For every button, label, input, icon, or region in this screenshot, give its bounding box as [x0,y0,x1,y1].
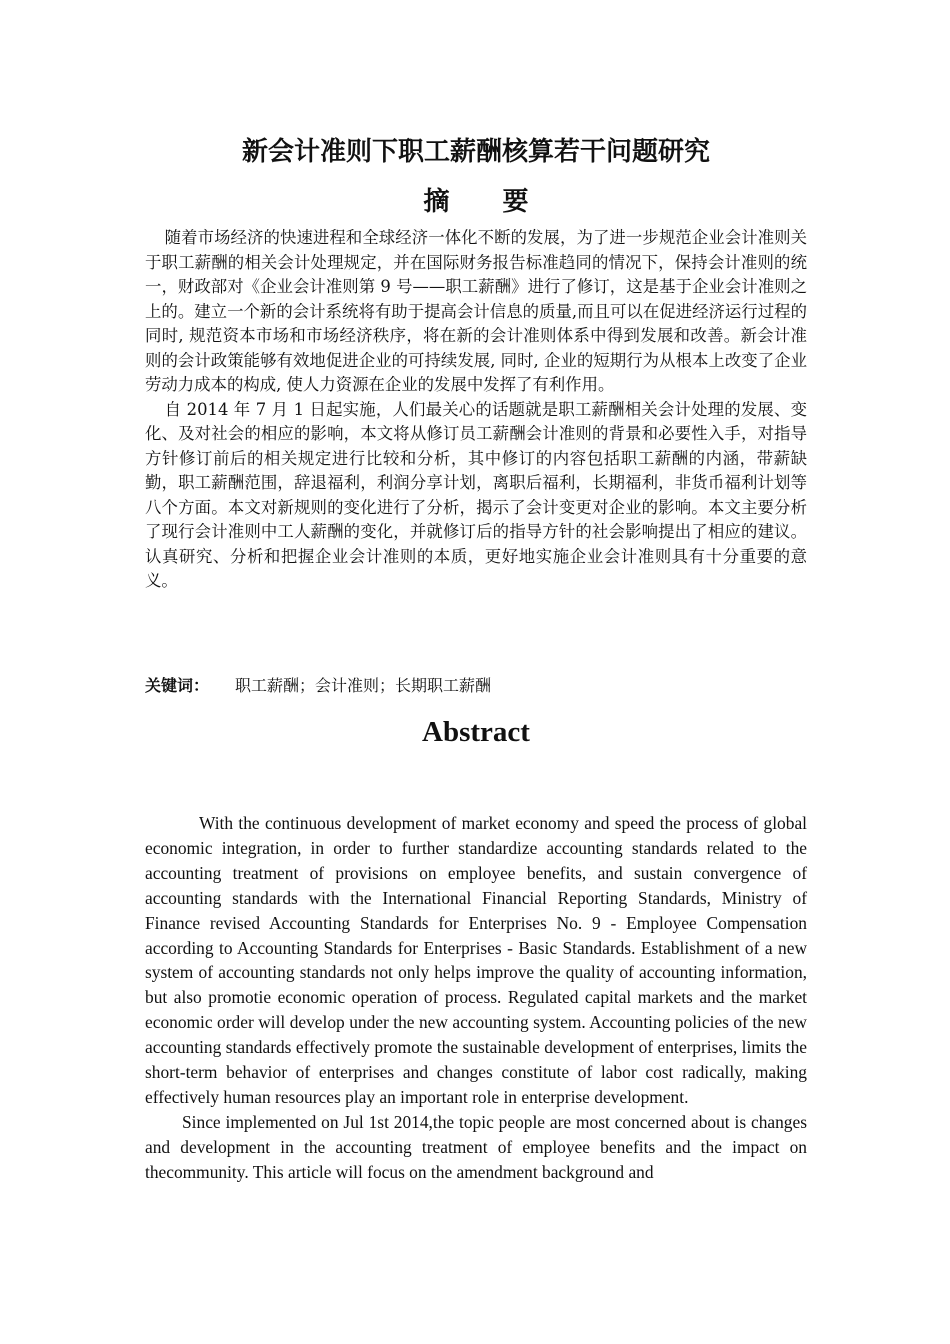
keywords-label: 关键词： [145,676,210,695]
abstract-heading: 摘 要 [423,187,551,217]
keywords-text: 职工薪酬；会计准则；长期职工薪酬 [235,676,492,695]
keywords-line [145,674,807,699]
chinese-paragraph: 随着市场经济的快速进程和全球经济一体化不断的发展，为了进一步规范企业会计准则关于职工薪酬的相关会计处理规定，并在国际财务报告标准趋同的情况下，保持会计准则的统一，财政部对《企业会计准则第 9 号——职工薪酬》进行了修订，这是基于企业会计准则之上的。建立一个新的会计系统将有助于提高会计信息的质量,而且可以在促进经济运行过程的同时, 规范资本市场和市场经济秩序，将在新的会计准则体系中得到发展和改善。新会计准则的会计政策能够有效地促进企业的可持续发展, 同时, 企业的短期行为从根本上改变了企业劳动力成本的构成, 使人力资源在企业的发展中发挥了有利作用。 [145,228,807,394]
english-abstract [145,811,807,1185]
chinese-abstract [145,226,807,594]
english-abstract-heading: Abstract [422,716,530,748]
english-paragraph: Since implemented on Jul 1st 2014,the topic people are most concerned about is changes and development in the accounting treatment of employee benefits and the impact on thecommunity. This article will focus on the amendment background and [145,1111,807,1182]
document-title: 新会计准则下职工薪酬核算若干问题研究 [241,137,710,167]
chinese-paragraph: 自 2014 年 7 月 1 日起实施，人们最关心的话题就是职工薪酬相关会计处理的发展、变化、及对社会的相应的影响，本文将从修订员工薪酬会计准则的背景和必要性入手，对指导方针修订前后的相关规定进行比较和分析，其中修订的内容包括职工薪酬的内涵，带薪缺勤，职工薪酬范围，辞退福利，利润分享计划，离职后福利，长期福利，非货币福利计划等八个方面。本文对新规则的变化进行了分析，揭示了会计变更对企业的影响。本文主要分析了现行会计准则中工人薪酬的变化，并就修订后的指导方针的社会影响提出了相应的建议。认真研究、分析和把握企业会计准则的本质，更好地实施企业会计准则具有十分重要的意义。 [145,399,807,590]
english-paragraph: With the continuous development of market economy and speed the process of global economic integration, in order to further standardize accounting standards related to the accounting treatment of provisions on employee benefits, and sustain convergence of accounting standards with the International Financial Reporting Standards, Ministry of Finance revised Accounting Standards for Enterprises No. 9 - Employee Compensation according to Accounting Standards for Enterprises - Basic Standards. Establishment of a new system of accounting standards not only helps improve the quality of accounting information, but also promotie economic operation of process. Regulated capital markets and the market economic order will develop under the new accounting system. Accounting policies of the new accounting standards effectively promote the sustainable development of enterprises, limits the short-term behavior of enterprises and changes constitute of labor cost radically, making effectively human resources play an important role in enterprise development. [145,813,807,1107]
document-page [145,0,807,1344]
